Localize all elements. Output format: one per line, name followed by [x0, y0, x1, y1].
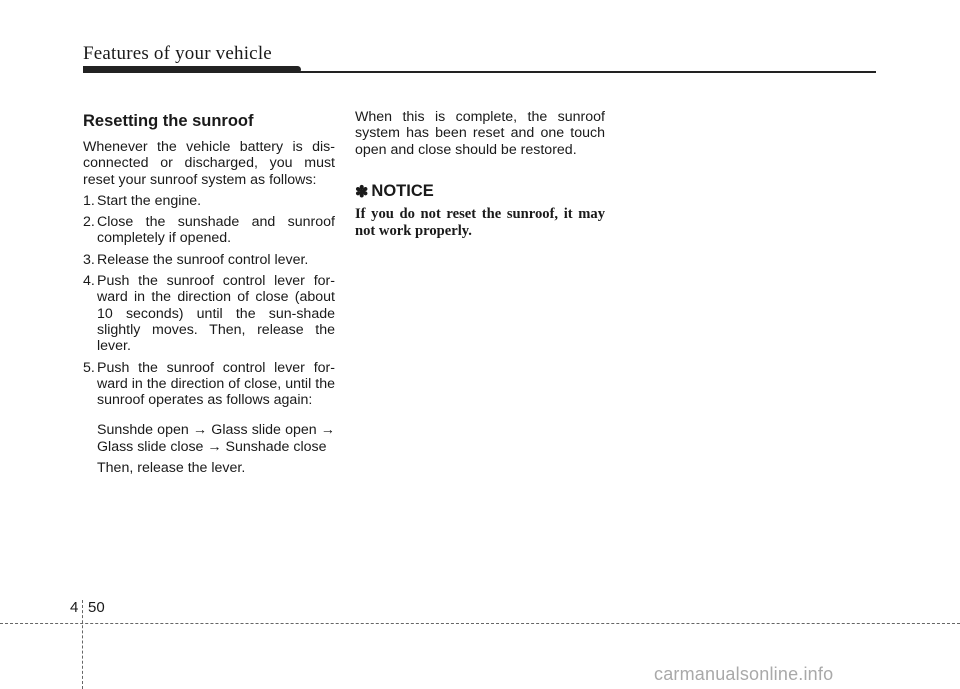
section-title: Resetting the sunroof	[83, 112, 254, 130]
step-number: 5.	[83, 359, 95, 376]
right-column	[355, 109, 605, 240]
completion-paragraph: When this is complete, the sunroof system has been reset and one touch open and close should be restored.	[355, 109, 605, 158]
step-text: Push the sunroof control lever for-ward in the direction of close, until the sunroof operates as follows again:	[97, 359, 335, 409]
footer-rule	[0, 623, 960, 624]
notice-text: If you do not reset the sunroof, it may not work properly.	[355, 205, 605, 239]
step-item	[83, 214, 335, 247]
notice-title: NOTICE	[371, 182, 434, 201]
release-instruction: Then, release the lever.	[97, 460, 246, 477]
step-text: Start the engine.	[97, 192, 202, 209]
step-item	[83, 360, 335, 409]
step-item	[83, 252, 335, 268]
step-text: Release the sunroof control lever.	[97, 251, 309, 268]
operation-sequence: Sunshde open → Glass slide open → Glass slide close → Sunshade close	[97, 422, 335, 455]
step-item	[83, 273, 335, 354]
footer-divider	[82, 600, 83, 689]
notice-asterisk-icon: ✽	[355, 183, 369, 201]
step-number: 4.	[83, 273, 95, 290]
header-rule	[83, 71, 876, 73]
step-number: 2.	[83, 214, 95, 231]
step-number: 1.	[83, 192, 95, 209]
chapter-number: 4	[70, 599, 79, 616]
step-number: 3.	[83, 251, 95, 268]
step-text: Push the sunroof control lever for-ward in the direction of close (about 10 seconds) until the sun-shade slightly moves. Then, release the lever.	[97, 273, 335, 355]
page-number: 50	[88, 599, 105, 616]
step-text: Close the sunshade and sunroof completely if opened.	[97, 214, 335, 247]
step-item	[83, 193, 335, 209]
watermark-text: carmanualsonline.info	[654, 664, 834, 684]
intro-paragraph: Whenever the vehicle battery is dis-connected or discharged, you must reset your sunroof system as follows:	[83, 139, 335, 188]
page-header-title: Features of your vehicle	[83, 43, 272, 64]
notice-heading	[355, 182, 605, 202]
left-column	[83, 112, 335, 476]
